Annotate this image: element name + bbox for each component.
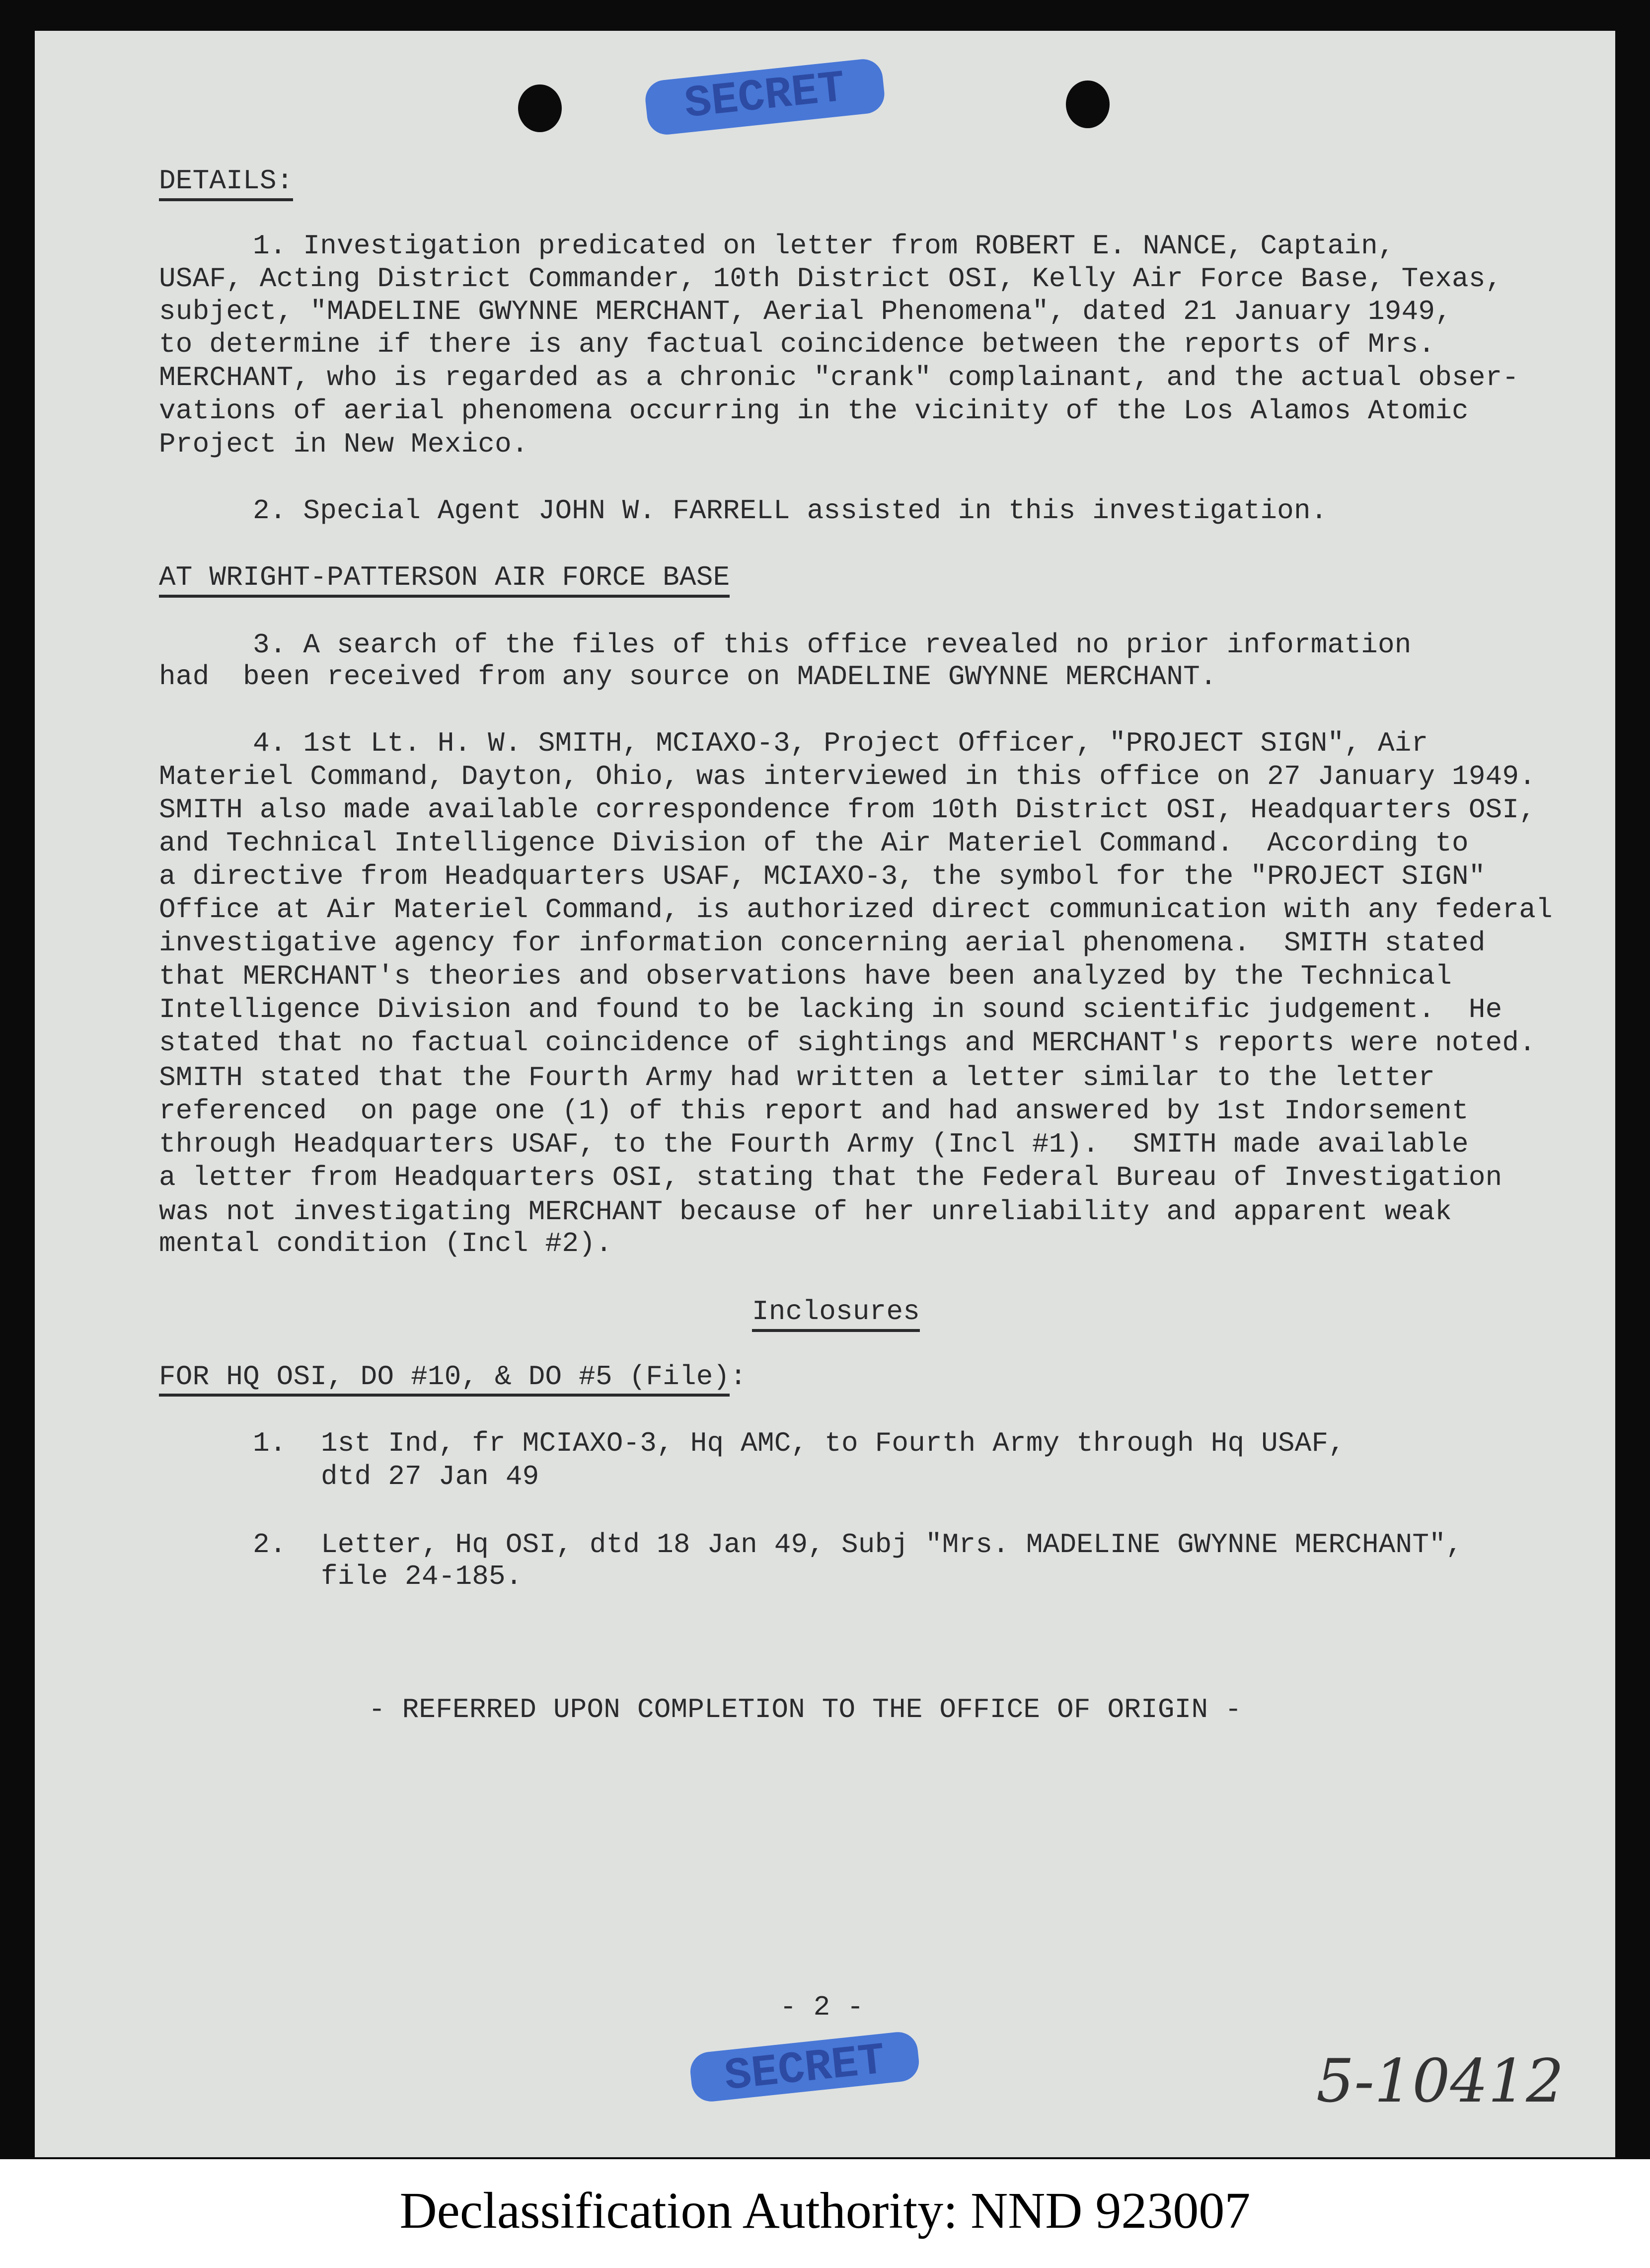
para1-line: Project in New Mexico. [159,428,528,460]
punch-hole [1066,80,1110,128]
para4-line: a letter from Headquarters OSI, stating that the Federal Bureau of Investigation [159,1162,1502,1193]
para4-line: Materiel Command, Dayton, Ohio, was interviewed in this office on 27 January 1949. [159,761,1536,792]
para1-line: to determine if there is any factual coincidence between the reports of Mrs. [159,328,1435,360]
inclosure-line: dtd 27 Jan 49 [321,1461,539,1492]
secret-stamp-top: SECRET [644,57,887,137]
inclosure-line: Letter, Hq OSI, dtd 18 Jan 49, Subj "Mrs. MADELINE GWYNNE MERCHANT", [321,1529,1463,1561]
para4-line: mental condition (Incl #2). [159,1228,612,1259]
para3-line: 3. A search of the files of this office revealed no prior information [253,629,1412,661]
para1-line: MERCHANT, who is regarded as a chronic "crank" complainant, and the actual obser- [159,362,1519,393]
para1-line: vations of aerial phenomena occurring in the vicinity of the Los Alamos Atomic [159,395,1469,427]
distribution-line [159,1360,747,1393]
inclosure-line: 1st Ind, fr MCIAXO-3, Hq AMC, to Fourth Army through Hq USAF, [321,1427,1346,1459]
para1-line: 1. Investigation predicated on letter from ROBERT E. NANCE, Captain, [253,230,1395,262]
page-number: - 2 - [780,1991,864,2023]
para4-line: stated that no factual coincidence of sightings and MERCHANT's reports were noted. [159,1027,1536,1059]
para4-line: SMITH stated that the Fourth Army had written a letter similar to the letter [159,1062,1435,1094]
distribution-colon: : [730,1361,747,1393]
para1-line: USAF, Acting District Commander, 10th District OSI, Kelly Air Force Base, Texas, [159,263,1502,295]
para4-line: SMITH also made available correspondence from 10th District OSI, Headquarters OSI, [159,794,1536,826]
inclosures-title: Inclosures [752,1295,920,1332]
para4-line: Office at Air Materiel Command, is authorized direct communication with any federal [159,894,1553,926]
para4-line: 4. 1st Lt. H. W. SMITH, MCIAXO-3, Project Officer, "PROJECT SIGN", Air [253,727,1428,759]
para4-line: and Technical Intelligence Division of the Air Materiel Command. According to [159,827,1469,859]
para1-line: subject, "MADELINE GWYNNE MERCHANT, Aerial Phenomena", dated 21 January 1949, [159,296,1452,327]
para2: 2. Special Agent JOHN W. FARRELL assisted in this investigation. [253,495,1328,527]
inclosure-line: file 24-185. [321,1561,523,1592]
handwritten-file-number: 5-10412 [1316,2047,1564,2116]
inclosure-number: 2. [253,1529,287,1561]
punch-hole [518,84,562,132]
section-heading: AT WRIGHT-PATTERSON AIR FORCE BASE [159,561,730,598]
distribution-label: FOR HQ OSI, DO #10, & DO #5 (File) [159,1361,730,1397]
referred-notice: - REFERRED UPON COMPLETION TO THE OFFICE OF ORIGIN - [369,1694,1242,1725]
declassification-caption: Declassification Authority: NND 923007 [399,2182,1251,2239]
para4-line: investigative agency for information concerning aerial phenomena. SMITH stated [159,927,1486,959]
para4-line: Intelligence Division and found to be lacking in sound scientific judgement. He [159,994,1502,1025]
para4-line: that MERCHANT's theories and observations have been analyzed by the Technical [159,960,1452,992]
secret-stamp-bottom: SECRET [688,2030,921,2104]
details-heading: DETAILS: [159,164,293,201]
para4-line: referenced on page one (1) of this report and had answered by 1st Indorsement [159,1095,1469,1127]
inclosure-number: 1. [253,1427,287,1459]
para4-line: was not investigating MERCHANT because of her unreliability and apparent weak [159,1196,1452,1228]
para4-line: a directive from Headquarters USAF, MCIAXO-3, the symbol for the "PROJECT SIGN" [159,860,1486,892]
para4-line: through Headquarters USAF, to the Fourth Army (Incl #1). SMITH made available [159,1128,1469,1160]
para3-line: had been received from any source on MADELINE GWYNNE MERCHANT. [159,661,1217,693]
